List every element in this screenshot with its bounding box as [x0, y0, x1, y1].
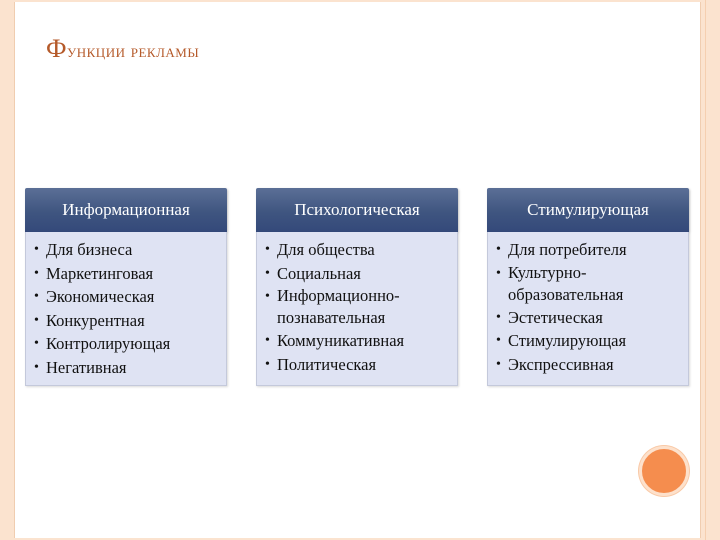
- list-item-label: Для потребителя: [508, 240, 627, 259]
- list-item: [265, 353, 453, 377]
- title-rest: ункции рекламы: [67, 41, 200, 62]
- list-item-label: Маркетинговая: [46, 263, 154, 283]
- list-item: [34, 332, 222, 356]
- list-item-label: Экспрессивная: [508, 354, 614, 374]
- decorative-circle-icon: [639, 446, 689, 496]
- column-body: [25, 232, 227, 386]
- column-stimulating: [487, 188, 689, 386]
- list-item: [265, 262, 453, 286]
- bullet-icon: •: [265, 333, 270, 348]
- decorative-line: [705, 0, 706, 540]
- bullet-icon: •: [34, 289, 39, 304]
- slide-title: [46, 34, 199, 64]
- bullet-icon: •: [34, 265, 39, 281]
- bullet-icon: •: [265, 289, 270, 304]
- list-item-label: Политическая: [277, 354, 377, 374]
- bullet-icon: •: [496, 333, 501, 348]
- column-psychological: [256, 188, 458, 386]
- bullet-icon: •: [265, 356, 270, 372]
- bullet-icon: •: [496, 309, 501, 325]
- list-item-label: Социальная: [277, 263, 361, 283]
- list-item: [34, 285, 222, 309]
- list-item: [496, 238, 684, 262]
- bullet-icon: •: [34, 312, 39, 328]
- bullet-list: [34, 238, 222, 379]
- bullet-list: [265, 238, 453, 376]
- list-item: [496, 353, 684, 377]
- bullet-icon: •: [265, 242, 270, 257]
- list-item-label: Информационно-познавательная: [277, 286, 400, 327]
- list-item: [496, 329, 684, 353]
- list-item: [496, 262, 684, 306]
- bullet-list: [496, 238, 684, 376]
- list-item-label: Экономическая: [46, 287, 155, 306]
- list-item: [265, 329, 453, 353]
- list-item: [496, 306, 684, 330]
- column-informational: [25, 188, 227, 386]
- bullet-icon: •: [496, 356, 501, 372]
- list-item: [34, 238, 222, 262]
- bullet-icon: •: [34, 242, 39, 257]
- column-body: [256, 232, 458, 386]
- list-item: [265, 285, 453, 329]
- list-item-label: Негативная: [46, 357, 127, 377]
- list-item: [34, 262, 222, 286]
- list-item-label: Конкурентная: [46, 310, 145, 330]
- column-header: Психологическая: [256, 188, 458, 232]
- list-item-label: Контролирующая: [46, 334, 171, 353]
- bullet-icon: •: [34, 336, 39, 351]
- list-item-label: Для общества: [277, 240, 375, 259]
- list-item-label: Стимулирующая: [508, 331, 627, 350]
- list-item-label: Культурно-образовательная: [508, 262, 624, 304]
- list-item: [34, 309, 222, 333]
- bullet-icon: •: [34, 359, 39, 375]
- bullet-icon: •: [496, 242, 501, 257]
- list-item: [34, 356, 222, 380]
- column-body: [487, 232, 689, 386]
- column-header: Стимулирующая: [487, 188, 689, 232]
- list-item-label: Для бизнеса: [46, 240, 133, 259]
- list-item-label: Коммуникативная: [277, 331, 405, 350]
- title-first-letter: Ф: [46, 34, 68, 63]
- list-item: [265, 238, 453, 262]
- bullet-icon: •: [265, 265, 270, 281]
- bullet-icon: •: [496, 265, 501, 281]
- list-item-label: Эстетическая: [508, 307, 603, 327]
- column-header: Информационная: [25, 188, 227, 232]
